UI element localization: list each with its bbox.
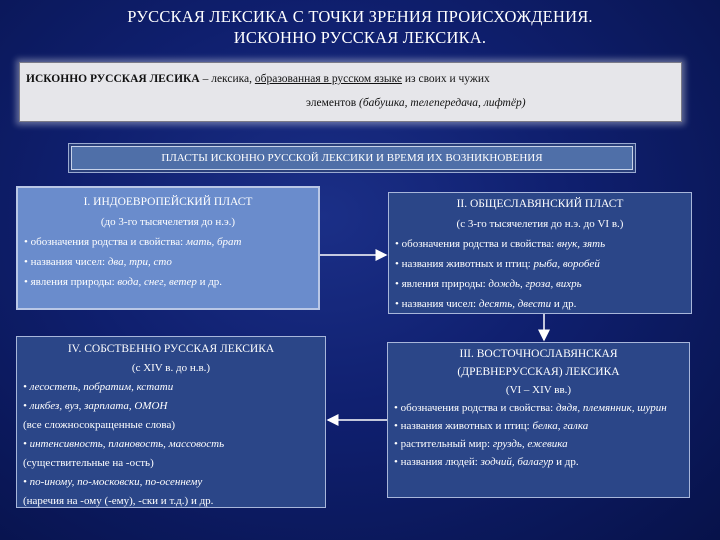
card-common-slavic <box>388 192 692 314</box>
card-east-slavic-period: (VI – XIV вв.) <box>505 384 572 396</box>
item-examples: рыба, воробей <box>533 258 600 270</box>
card-east-slavic <box>387 342 690 498</box>
title-line-1: РУССКАЯ ЛЕКСИКА С ТОЧКИ ЗРЕНИЯ ПРОИСХОЖДЕНИЯ. <box>127 7 593 26</box>
definition-rest: из своих и чужих <box>402 73 490 85</box>
card-indoeuropean-period: (до 3-го тысячелетия до н.э.) <box>100 216 236 228</box>
item-examples: внук, зять <box>556 238 606 250</box>
card-common-slavic-title: II. ОБЩЕСЛАВЯНСКИЙ ПЛАСТ <box>456 198 624 210</box>
card-indoeuropean <box>16 186 320 310</box>
item-label: • обозначения родства и свойства: <box>394 402 556 414</box>
item-label: • названия чисел: <box>24 256 108 268</box>
title-line-2: ИСКОННО РУССКАЯ ЛЕКСИКА. <box>233 28 487 47</box>
list-item <box>394 417 683 435</box>
list-note: (все сложносокращенные слова) <box>23 419 176 431</box>
item-label: • названия чисел: <box>395 298 479 310</box>
item-examples: груздь, ежевика <box>492 438 568 450</box>
card-east-slavic-title-1: III. ВОСТОЧНОСЛАВЯНСКАЯ <box>459 348 618 360</box>
item-examples: дядя, племянник, шурин <box>555 402 667 414</box>
list-item <box>394 399 683 417</box>
list-item <box>24 272 312 292</box>
list-item: • по-иному, по-московски, по-осеннему <box>23 476 203 488</box>
list-item: • интенсивность, плановость, массовость <box>23 438 225 450</box>
layers-header: ПЛАСТЫ ИСКОННО РУССКОЙ ЛЕКСИКИ И ВРЕМЯ ИХ ВОЗНИКНОВЕНИЯ <box>71 146 633 170</box>
definition-examples: (бабушка, телепередача, лифтёр) <box>359 97 526 109</box>
item-tail: и др. <box>551 298 577 310</box>
list-item <box>394 453 683 471</box>
definition-box <box>19 62 682 122</box>
list-item <box>395 294 685 314</box>
list-item: • ликбез, вуз, зарплата, ОМОН <box>23 400 168 412</box>
card-indoeuropean-title: I. ИНДОЕВРОПЕЙСКИЙ ПЛАСТ <box>83 196 253 208</box>
item-examples: мать, брат <box>185 236 242 248</box>
item-tail: и др. <box>553 456 579 468</box>
item-label: • явления природы: <box>395 278 489 290</box>
definition-line2-main: элементов <box>306 97 360 109</box>
item-examples: вода, снег, ветер <box>117 276 197 288</box>
card-common-slavic-period: (с 3-го тысячелетия до н.э. до VI в.) <box>456 218 624 230</box>
item-examples: зодчий, балагур <box>480 456 554 468</box>
list-item: • лесостепь, побратим, кстати <box>23 381 174 393</box>
item-label: • явления природы: <box>24 276 118 288</box>
definition-line-1 <box>26 73 490 85</box>
definition-line-2 <box>306 97 526 109</box>
definition-dash: – лексика, <box>199 73 255 85</box>
list-item <box>395 234 685 254</box>
card-proper-russian-title: IV. СОБСТВЕННО РУССКАЯ ЛЕКСИКА <box>67 343 275 355</box>
item-examples: дождь, гроза, вихрь <box>488 278 582 290</box>
item-label: • растительный мир: <box>394 438 493 450</box>
list-item <box>395 254 685 274</box>
list-item <box>394 435 683 453</box>
item-label: • названия животных и птиц: <box>395 258 534 270</box>
item-label: • обозначения родства и свойства: <box>395 238 557 250</box>
item-label: • названия животных и птиц: <box>394 420 533 432</box>
card-proper-russian-period: (с XIV в. до н.в.) <box>131 362 211 374</box>
card-proper-russian <box>16 336 326 508</box>
item-examples: два, три, сто <box>107 256 172 268</box>
item-examples: десять, двести <box>478 298 552 310</box>
list-item <box>24 252 312 272</box>
list-item <box>395 274 685 294</box>
card-east-slavic-title-2: (ДРЕВНЕРУССКАЯ) ЛЕКСИКА <box>457 366 620 378</box>
item-tail: и др. <box>196 276 223 288</box>
list-note: (существительные на -ость) <box>23 457 154 469</box>
list-note: (наречия на -ому (-ему), -ски и т.д.) и др. <box>23 495 214 507</box>
definition-underlined: образованная в русском языке <box>254 73 403 85</box>
definition-term: ИСКОННО РУССКАЯ ЛЕСИКА <box>26 73 200 85</box>
page-title <box>20 6 700 48</box>
item-examples: белка, галка <box>532 420 589 432</box>
list-item <box>24 232 312 252</box>
item-label: • обозначения родства и свойства: <box>24 236 186 248</box>
item-label: • названия людей: <box>394 456 481 468</box>
